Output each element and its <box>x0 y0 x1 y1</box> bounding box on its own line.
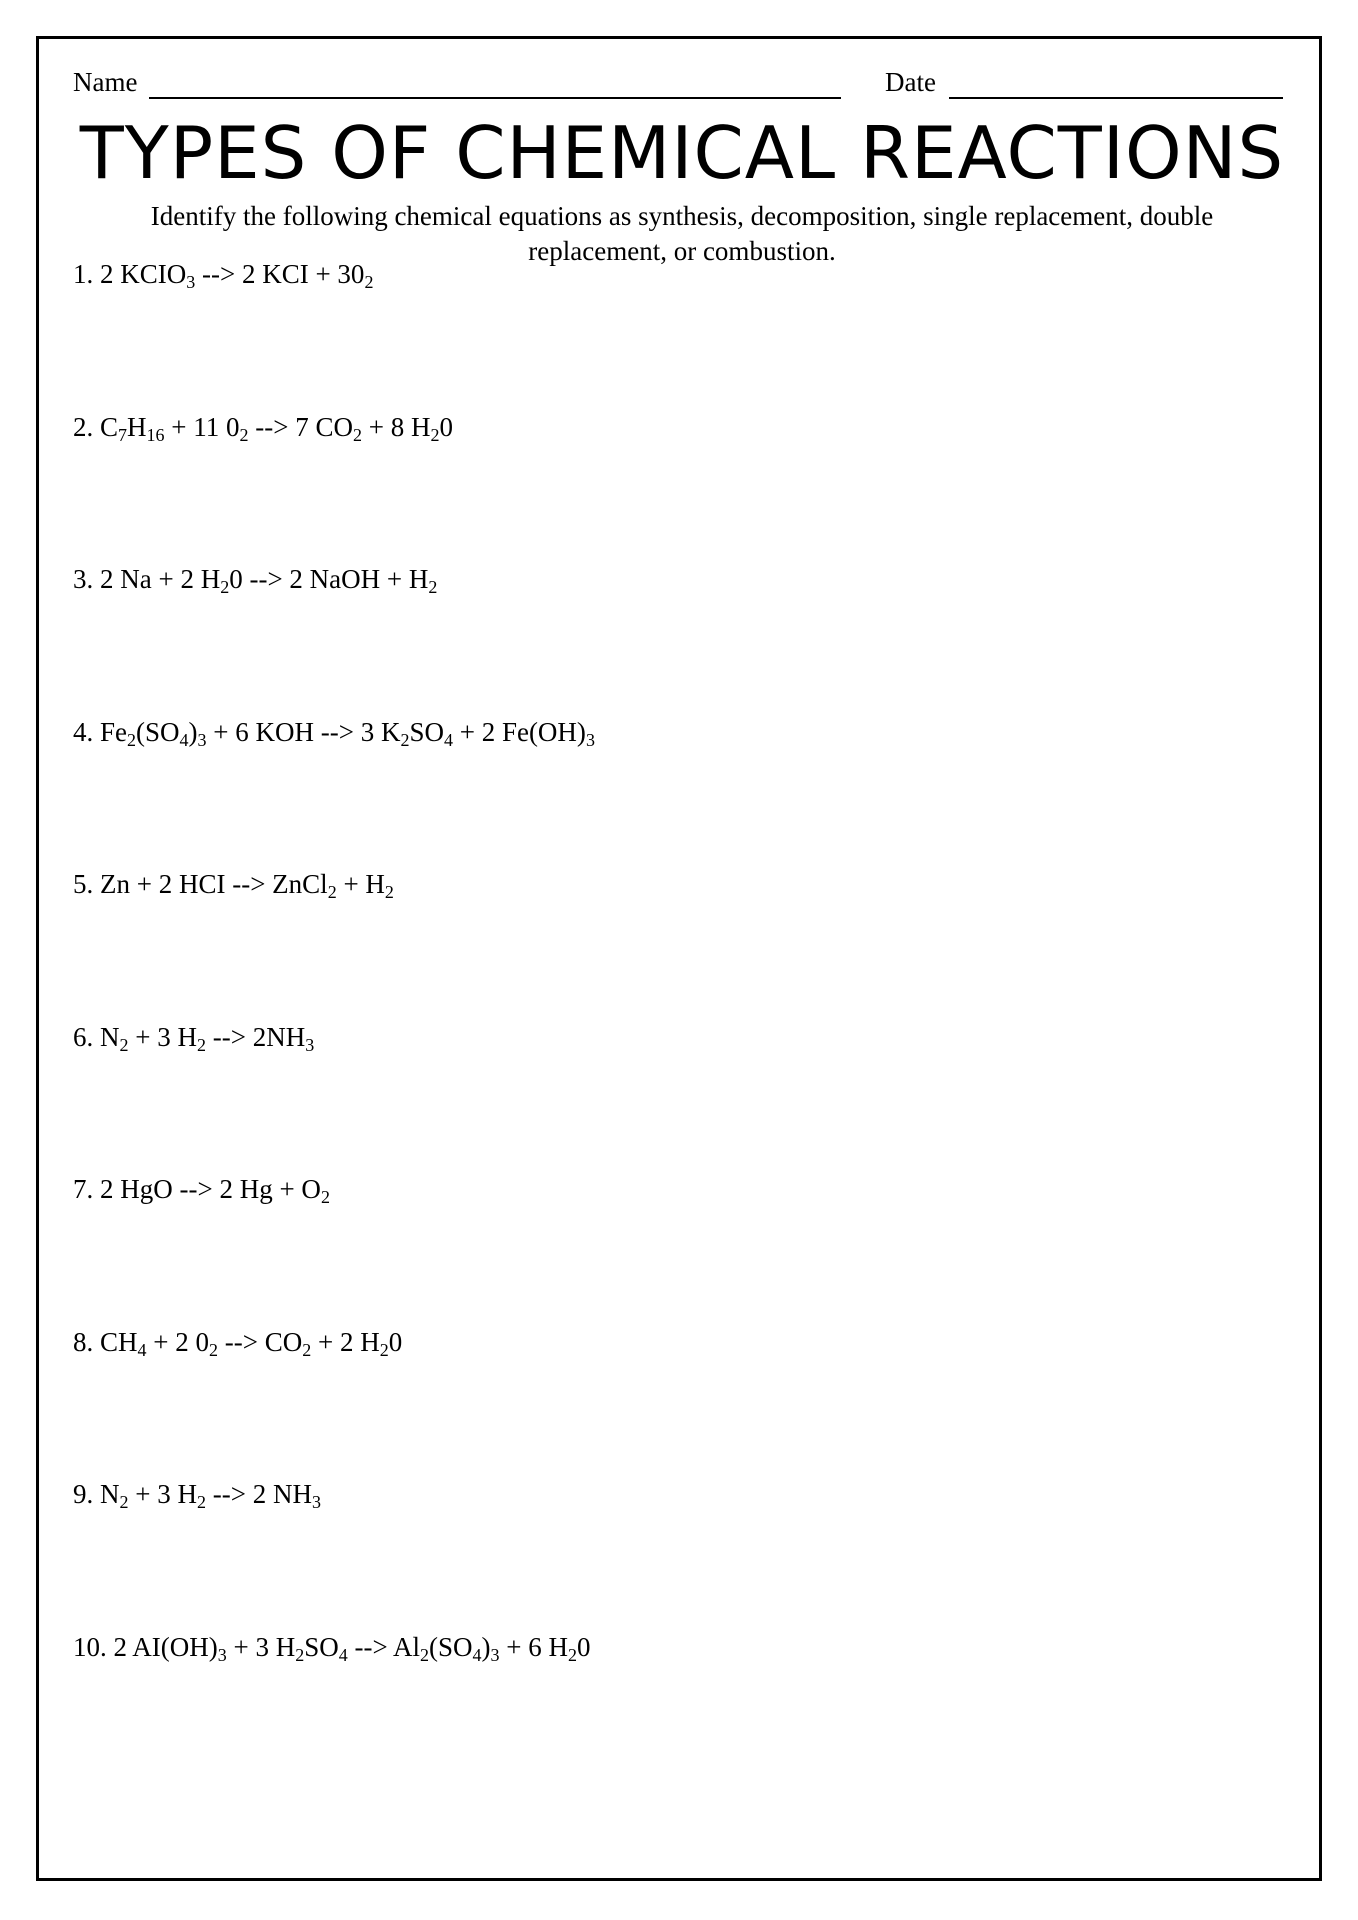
chemical-equation: $CH_4 + 2$ $0_2$ --> $CO_2 + 2$ $H_20$ <box>100 1326 403 1360</box>
question-number: 10. <box>73 1631 114 1662</box>
question-2 <box>73 412 453 446</box>
date-label: Date <box>885 67 936 97</box>
question-9 <box>73 1479 321 1513</box>
question-number: 2. <box>73 411 100 442</box>
chemical-equation: Zn + 2 HCI --> ZnCl$_2$ + $H_2$ <box>100 869 394 902</box>
name-input-line[interactable] <box>149 97 841 99</box>
question-1 <box>73 259 373 293</box>
question-number: 1. <box>73 259 100 289</box>
question-number: 7. <box>73 1174 100 1204</box>
chemical-equation: 2 $KCIO_3$ --> 2 KCI + $30_2$ <box>100 259 374 292</box>
page-title: TYPES OF CHEMICAL REACTIONS <box>79 111 1285 195</box>
question-number: 4. <box>73 716 100 747</box>
question-number: 6. <box>73 1021 100 1052</box>
chemical-equation: $N_2 + 3$ $H_2$ --> $2NH_3$ <box>100 1021 315 1055</box>
question-10 <box>73 1632 590 1666</box>
chemical-equation: 2 Na + 2 $H_20$ --> 2 NaOH + $H_2$ <box>100 564 438 597</box>
header-row <box>73 67 1293 107</box>
question-8 <box>73 1327 402 1361</box>
chemical-equation: $C_7H_{16} + 11$ $0_2$ --> 7 $CO_2 + 8$ $H_20$ <box>100 411 453 445</box>
chemical-equation: 2 HgO --> 2 $Hg + O_2$ <box>100 1174 330 1207</box>
question-number: 3. <box>73 564 100 594</box>
worksheet-border <box>36 36 1322 1881</box>
name-label: Name <box>73 67 138 97</box>
question-7 <box>73 1174 330 1208</box>
question-6 <box>73 1022 314 1056</box>
question-number: 8. <box>73 1326 100 1357</box>
question-5 <box>73 869 394 903</box>
instructions: Identify the following chemical equations as synthesis, decomposition, single replacement, double replacement, or combustion. <box>150 201 1214 266</box>
question-4 <box>73 717 595 751</box>
chemical-equation: $Fe_2(SO_4)_3 + 6$ KOH --> 3 $K_2SO_4 + 2$ $Fe(OH)_3$ <box>100 716 595 750</box>
question-number: 9. <box>73 1479 100 1509</box>
question-number: 5. <box>73 869 100 899</box>
date-input-line[interactable] <box>949 97 1283 99</box>
chemical-equation: $N_2 + 3$ $H_2$ --> 2 $NH_3$ <box>100 1479 321 1512</box>
chemical-equation: 2 $AI(OH)_3 + 3$ $H_2SO_4$ --> $Al_2(SO_4)_3 + 6$ $H_20$ <box>113 1631 591 1665</box>
question-3 <box>73 564 437 598</box>
